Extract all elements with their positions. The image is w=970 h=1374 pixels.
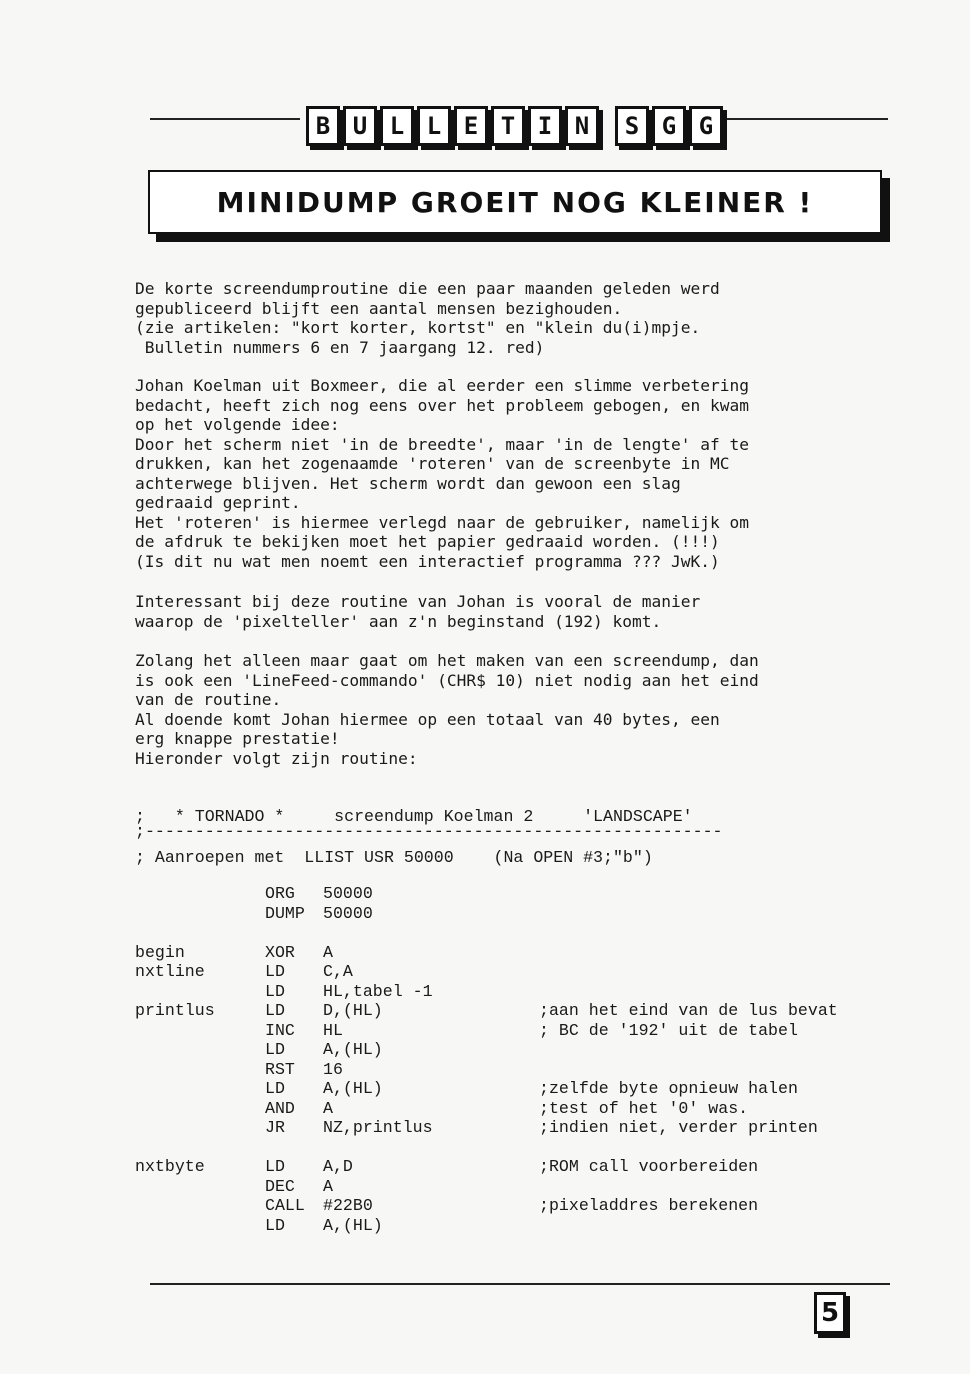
code-opcode: JR (265, 1118, 285, 1137)
code-label: printlus (135, 1001, 215, 1020)
masthead-rule-left (150, 118, 300, 120)
code-operand: A (323, 1176, 333, 1196)
code-line (135, 1216, 895, 1236)
text-line: (Is dit nu wat men noemt een interactief programma ??? JwK.) (135, 551, 720, 571)
masthead-letter: G (652, 106, 686, 146)
masthead-letter: U (343, 106, 377, 146)
code-line (135, 1138, 895, 1158)
code-label (135, 1118, 265, 1138)
text-line: (zie artikelen: "kort korter, kortst" en "klein du(i)mpje. (135, 318, 701, 337)
code-opcode (265, 923, 323, 943)
code-opcode: LD (265, 1079, 285, 1098)
text-line: Johan Koelman uit Boxmeer, die al eerder een slimme verbetering (135, 376, 749, 395)
text-line: Hieronder volgt zijn routine: (135, 748, 418, 768)
code-operand: 50000 (323, 884, 373, 903)
code-divider-line: ;---------------------------------------------------------- (135, 822, 723, 841)
code-call-line: ; Aanroepen met LLIST USR 50000 (Na OPEN #3;"b") (135, 848, 653, 867)
text-line: Bulletin nummers 6 en 7 jaargang 12. red) (135, 337, 545, 357)
code-label (135, 1177, 265, 1197)
code-opcode: XOR (265, 942, 295, 962)
code-listing (135, 884, 895, 1235)
code-opcode (265, 1138, 323, 1158)
code-label (135, 904, 265, 924)
masthead-letter: S (615, 106, 649, 146)
code-opcode: AND (265, 1098, 295, 1118)
code-operand: A,D (323, 1157, 353, 1176)
masthead-letter: T (491, 106, 525, 146)
text-line: is ook een 'LineFeed-commando' (CHR$ 10) niet nodig aan het eind (135, 670, 759, 690)
code-opcode: LD (265, 1157, 285, 1176)
code-operand (323, 1138, 539, 1158)
code-label (135, 1021, 265, 1041)
code-operand: A,(HL) (323, 1215, 383, 1235)
code-opcode: LD (265, 1040, 285, 1059)
masthead-gap (602, 106, 612, 148)
code-line (135, 1079, 895, 1099)
code-operand: C,A (323, 962, 353, 981)
code-label (135, 1216, 265, 1236)
code-operand: #22B0 (323, 1196, 373, 1215)
code-label: begin (135, 942, 185, 962)
code-opcode: RST (265, 1059, 295, 1079)
code-opcode: DUMP (265, 903, 305, 923)
code-comment: ;pixeladdres berekenen (539, 1196, 759, 1215)
code-operand: A,(HL) (323, 1040, 383, 1059)
text-line: achterwege blijven. Het scherm wordt dan gewoon een slag (135, 473, 681, 493)
code-label: nxtline (135, 962, 205, 981)
masthead-letter: N (565, 106, 599, 146)
masthead-letter: B (306, 106, 340, 146)
code-comment: ;aan het eind van de lus bevat (539, 1001, 838, 1020)
paragraph-koelman (135, 376, 890, 571)
code-operand: A (323, 1098, 333, 1118)
paragraph-intro (135, 279, 890, 357)
code-operand: 16 (323, 1059, 343, 1079)
text-line: op het volgende idee: (135, 415, 340, 434)
code-comment: ;zelfde byte opnieuw halen (539, 1079, 798, 1098)
code-label (135, 1079, 265, 1099)
footer-rule (150, 1283, 890, 1285)
masthead-letter: L (417, 106, 451, 146)
code-line (135, 1099, 895, 1119)
code-label (135, 1196, 265, 1216)
text-line: Interessant bij deze routine van Johan is vooral de manier (135, 592, 701, 611)
code-comment: ;ROM call voorbereiden (539, 1157, 759, 1176)
code-operand: NZ,printlus (323, 1118, 433, 1137)
code-label (135, 982, 265, 1002)
code-line (135, 1040, 895, 1060)
code-line (135, 1118, 895, 1138)
code-comment: ; BC de '192' uit de tabel (539, 1020, 798, 1040)
code-operand: HL,tabel -1 (323, 981, 433, 1001)
code-opcode: LD (265, 1215, 285, 1235)
text-line: erg knappe prestatie! (135, 729, 340, 748)
paragraph-pixelteller (135, 592, 890, 631)
code-line (135, 1021, 895, 1041)
code-label (135, 1040, 265, 1060)
code-line (135, 1060, 895, 1080)
code-label: nxtbyte (135, 1157, 205, 1176)
code-label (135, 884, 265, 904)
code-label (135, 923, 265, 943)
code-line (135, 1196, 895, 1216)
code-line (135, 1177, 895, 1197)
code-opcode: INC (265, 1020, 295, 1040)
paragraph-linefeed (135, 651, 890, 768)
code-title-line: ; * TORNADO * screendump Koelman 2 'LANDSCAPE' (135, 807, 693, 826)
code-operand: A,(HL) (323, 1079, 383, 1098)
code-opcode: LD (265, 1001, 285, 1020)
text-line: gepubliceerd blijft een aantal mensen bezighouden. (135, 298, 623, 318)
page-number: 5 (814, 1292, 846, 1334)
code-label (135, 1138, 265, 1158)
code-operand (323, 923, 539, 943)
text-line: bedacht, heeft zich nog eens over het probleem gebogen, en kwam (135, 395, 749, 415)
masthead-letter: I (528, 106, 562, 146)
code-opcode: LD (265, 962, 285, 981)
code-opcode: CALL (265, 1196, 305, 1215)
masthead-letter: L (380, 106, 414, 146)
code-operand: 50000 (323, 903, 373, 923)
code-line (135, 1157, 895, 1177)
code-line (135, 982, 895, 1002)
masthead-letter: G (689, 106, 723, 146)
code-line (135, 923, 895, 943)
code-line (135, 962, 895, 982)
code-operand: A (323, 942, 333, 962)
text-line: De korte screendumproutine die een paar maanden geleden werd (135, 279, 720, 298)
text-line: Het 'roteren' is hiermee verlegd naar de gebruiker, namelijk om (135, 512, 749, 532)
code-operand: HL (323, 1020, 343, 1040)
code-line (135, 904, 895, 924)
code-line (135, 943, 895, 963)
text-line: de afdruk te bekijken moet het papier gedraaid worden. (!!!) (135, 532, 720, 551)
code-operand: D,(HL) (323, 1001, 383, 1020)
text-line: van de routine. (135, 690, 282, 709)
headline-box (148, 170, 882, 234)
text-line: drukken, kan het zogenaamde 'roteren' van de screenbyte in MC (135, 454, 730, 473)
text-line: Zolang het alleen maar gaat om het maken van een screendump, dan (135, 651, 759, 670)
code-opcode: DEC (265, 1176, 295, 1196)
code-label (135, 1099, 265, 1119)
masthead-logo (302, 104, 727, 150)
code-opcode: LD (265, 981, 285, 1001)
text-line: waarop de 'pixelteller' aan z'n beginstand (192) komt. (135, 611, 662, 631)
headline: MINIDUMP GROEIT NOG KLEINER ! (216, 185, 814, 219)
code-comment: ;indien niet, verder printen (539, 1118, 818, 1137)
text-line: gedraaid geprint. (135, 493, 301, 512)
text-line: Door het scherm niet 'in de breedte', maar 'in de lengte' af te (135, 434, 749, 454)
code-opcode: ORG (265, 884, 295, 903)
code-label (135, 1060, 265, 1080)
masthead-letter: E (454, 106, 488, 146)
code-comment: ;test of het '0' was. (539, 1098, 749, 1118)
code-line (135, 1001, 895, 1021)
code-line (135, 884, 895, 904)
text-line: Al doende komt Johan hiermee op een totaal van 40 bytes, een (135, 709, 720, 729)
